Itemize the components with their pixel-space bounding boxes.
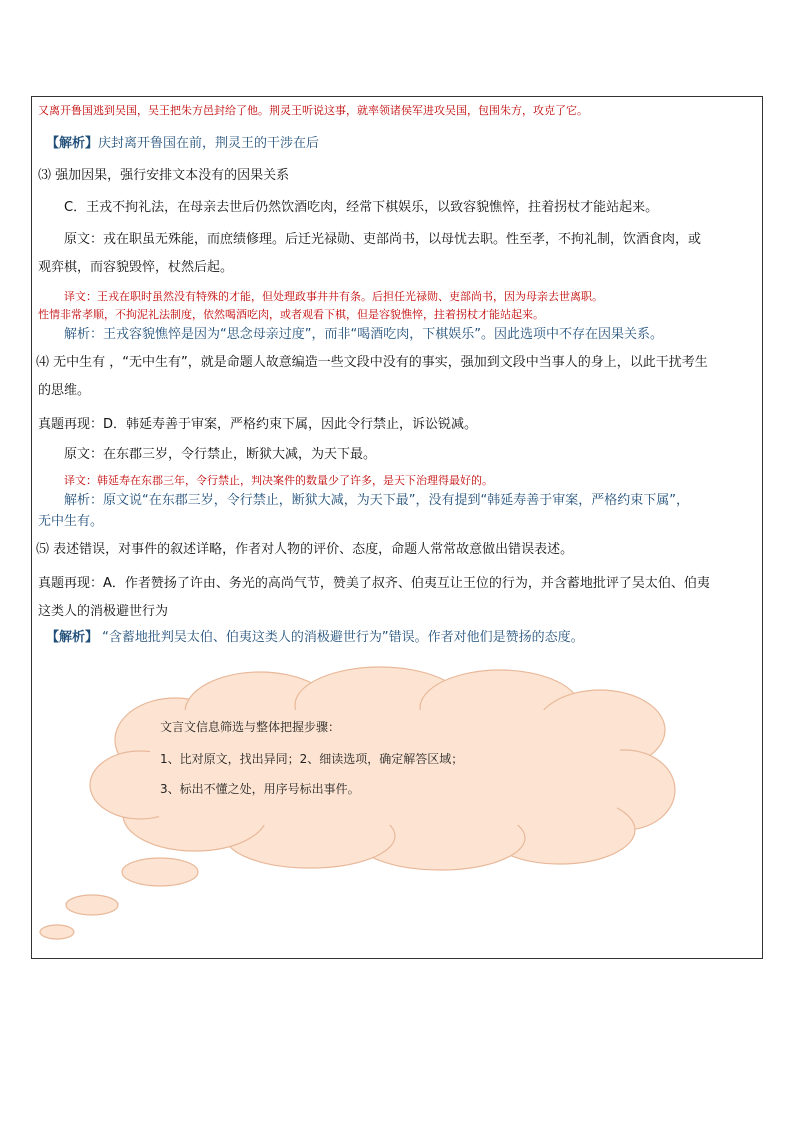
heading-3: ⑶ 强加因果，强行安排文本没有的因果关系	[38, 168, 290, 183]
analysis-line: 解析：原文说“在东郡三岁，令行禁止，断狱大减，为天下最”，没有提到“韩延寿善于审案，严格约束下属”，	[64, 493, 689, 508]
original-text-cont: 观弈棋，而容貌毁悴，杖然后起。	[38, 260, 234, 275]
analysis-tag: 【解析】	[46, 630, 99, 645]
heading-5: ⑸ 表述错误，对事件的叙述详略，作者对人物的评价、态度，命题人常常故意做出错误表述。	[36, 542, 574, 557]
analysis-text: “含蓄地批判吴太伯、伯夷这类人的消极避世行为”错误。作者对他们是赞扬的态度。	[98, 630, 584, 645]
real-question-a-cont: 这类人的消极避世行为	[38, 604, 169, 619]
translation-line: 译文：韩延寿在东郡三年，令行禁止，判决案件的数量少了许多，是天下治理得最好的。	[64, 474, 493, 487]
translation-line: 译文：王戎在职时虽然没有特殊的才能，但处理政事井井有条。后担任光禄勋、吏部尚书，因为母亲去世离职。	[64, 290, 603, 303]
thought-bubble-small	[40, 925, 74, 939]
real-question-a: 真题再现：A．作者赞扬了许由、务光的高尚气节，赞美了叔齐、伯夷互让王位的行为，并含蓄地批评了吴太伯、伯夷	[38, 576, 710, 591]
analysis-text: 庆封离开鲁国在前，荆灵王的干涉在后	[98, 136, 320, 151]
option-c: C．王戎不拘礼法，在母亲去世后仍然饮酒吃肉，经常下棋娱乐，以致容貌憔悴，拄着拐杖才能站起来。	[64, 200, 659, 215]
cloud-step-2: 3、标出不懂之处，用序号标出事件。	[160, 782, 360, 796]
translation-line: 又离开鲁国逃到吴国，吴王把朱方邑封给了他。荆灵王听说这事，就率领诸侯军进攻吴国，包围朱方，攻克了它。	[38, 104, 588, 117]
cloud-title: 文言文信息筛选与整体把握步骤：	[160, 720, 341, 734]
heading-4-cont: 的思维。	[38, 383, 91, 398]
analysis-tag: 【解析】	[46, 136, 99, 151]
real-question-d: 真题再现：D．韩延寿善于审案，严格约束下属，因此令行禁止，诉讼锐减。	[38, 417, 478, 432]
original-text: 原文：戎在职虽无殊能，而庶绩修理。后迁光禄勋、吏部尚书，以母忧去职。性至孝，不拘礼制，饮酒食肉，或	[64, 232, 702, 247]
heading-4: ⑷ 无中生有 ，“无中生有”，就是命题人故意编造一些文段中没有的事实，强加到文段中当事人的身上，以此干扰考生	[36, 355, 708, 370]
original-text: 原文：在东郡三岁，令行禁止，断狱大减，为天下最。	[64, 447, 377, 462]
cloud-step-1: 1、比对原文，找出异同；2、细读选项，确定解答区域；	[160, 752, 464, 766]
translation-line-cont: 性情非常孝顺，不拘泥礼法制度，依然喝酒吃肉，或者观看下棋，但是容貌憔悴，拄着拐杖才能站起来。	[38, 308, 544, 321]
thought-bubble-medium	[66, 895, 118, 915]
thought-bubble-large	[122, 858, 198, 886]
analysis-line-cont: 无中生有。	[38, 514, 104, 529]
analysis-line: 解析：王戎容貌憔悴是因为“思念母亲过度”，而非“喝酒吃肉，下棋娱乐”。因此选项中不存在因果关系。	[64, 327, 663, 342]
